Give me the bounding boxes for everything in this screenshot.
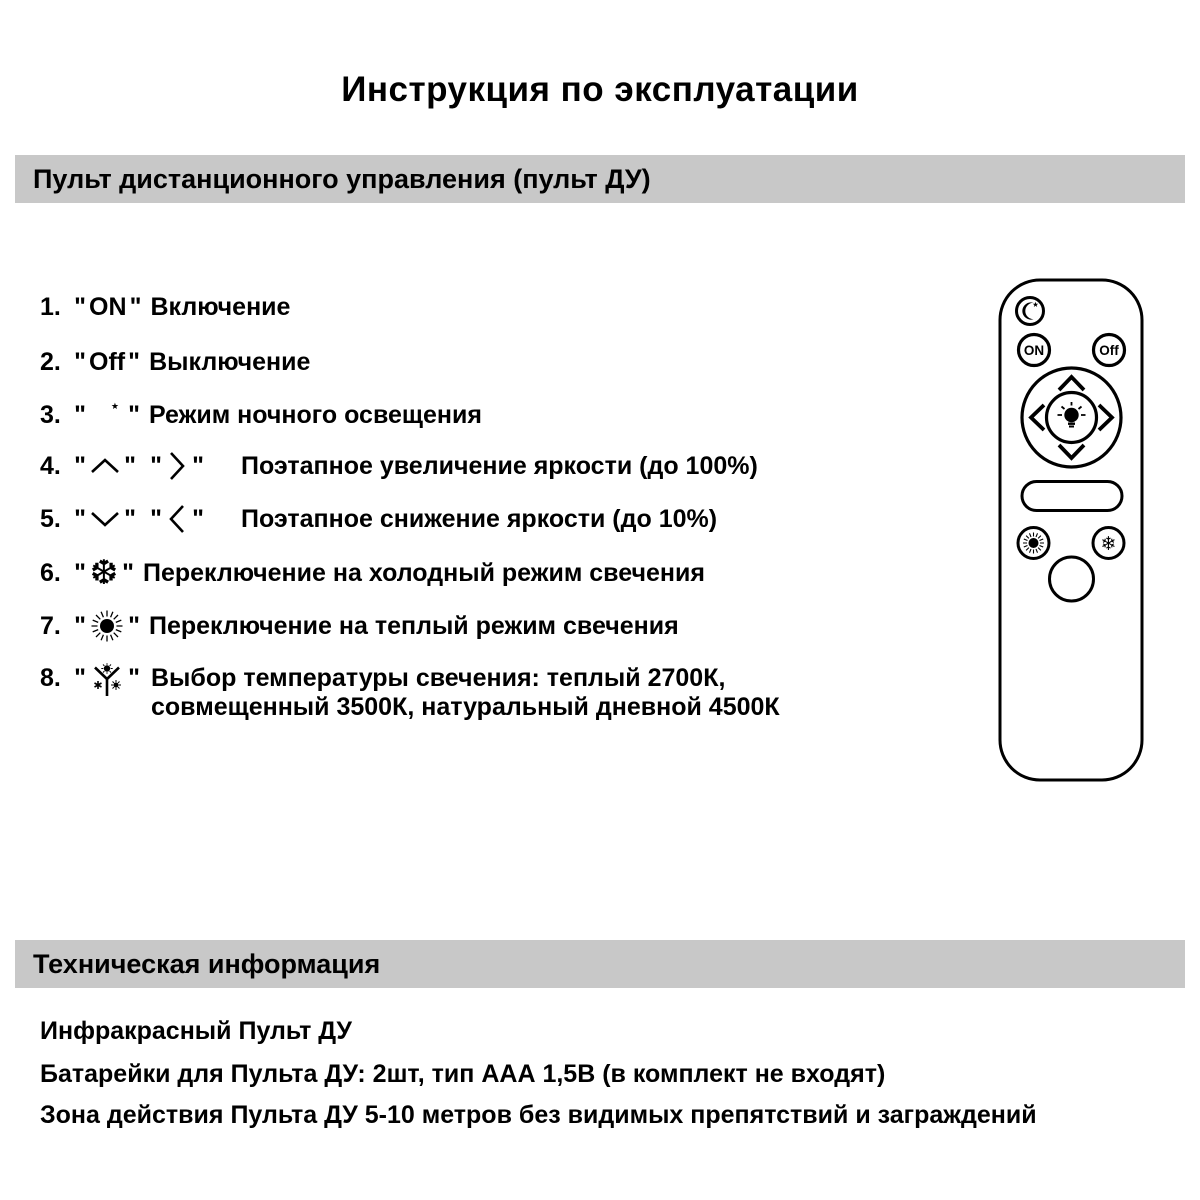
item-number: 5. bbox=[40, 504, 61, 533]
list-item-temperature-select bbox=[40, 657, 780, 722]
quote-mark: " bbox=[129, 292, 142, 321]
item-number: 7. bbox=[40, 611, 61, 640]
quote-mark: " bbox=[74, 558, 86, 587]
item-number: 8. bbox=[40, 664, 61, 692]
item-text: Поэтапное снижение яркости (до 10%) bbox=[241, 504, 718, 533]
quote-mark: " bbox=[74, 400, 86, 429]
off-button-label: Off bbox=[89, 347, 126, 376]
snowflake-icon: ❄ bbox=[1100, 533, 1117, 555]
night-mode-button bbox=[1017, 298, 1044, 325]
list-item-night-mode bbox=[40, 393, 482, 437]
pill-button bbox=[1022, 482, 1122, 511]
list-item-on bbox=[40, 285, 290, 329]
chevron-down-icon bbox=[89, 510, 121, 528]
item-number: 6. bbox=[40, 558, 61, 587]
snowflake-icon: ❆ bbox=[89, 553, 119, 593]
tech-info-line: Инфракрасный Пульт ДУ bbox=[40, 1017, 352, 1045]
quote-mark: " bbox=[74, 664, 86, 692]
tech-info-line: Зона действия Пульта ДУ 5-10 метров без видимых препятствий и заграждений bbox=[40, 1101, 1037, 1129]
quote-mark: " bbox=[192, 451, 204, 480]
quote-mark: " bbox=[150, 451, 162, 480]
section-header-remote: Пульт дистанционного управления (пульт ДУ) bbox=[15, 155, 1185, 203]
quote-mark: " bbox=[124, 451, 136, 480]
off-button bbox=[1094, 335, 1125, 366]
quote-mark: " bbox=[128, 611, 140, 640]
quote-mark: " bbox=[122, 558, 134, 587]
list-item-brightness-up bbox=[40, 444, 758, 488]
sun-icon bbox=[87, 606, 127, 646]
quote-mark: " bbox=[74, 347, 86, 376]
list-item-off bbox=[40, 340, 310, 384]
cold-mode-button bbox=[1093, 528, 1124, 559]
item-number: 2. bbox=[40, 347, 61, 376]
quote-mark: " bbox=[128, 347, 141, 376]
item-number: 3. bbox=[40, 400, 61, 429]
page-title: Инструкция по эксплуатации bbox=[341, 70, 859, 109]
item-text: Поэтапное увеличение яркости (до 100%) bbox=[241, 451, 758, 480]
quote-mark: " bbox=[150, 504, 162, 533]
quote-mark: " bbox=[128, 400, 140, 429]
quote-mark: " bbox=[74, 611, 86, 640]
moon-star-icon bbox=[90, 398, 124, 432]
on-button-label: ON bbox=[1023, 343, 1045, 358]
on-button bbox=[1019, 335, 1050, 366]
remote-control-illustration bbox=[990, 270, 1155, 790]
list-item-brightness-down bbox=[40, 497, 717, 541]
item-text-line2: совмещенный 3500К, натуральный дневной 4500К bbox=[151, 693, 780, 721]
item-number: 1. bbox=[40, 292, 61, 321]
off-button-label: Off bbox=[1099, 343, 1119, 358]
quote-mark: " bbox=[74, 504, 86, 533]
sun-icon bbox=[1029, 538, 1039, 548]
list-item-warm-mode bbox=[40, 604, 679, 648]
quote-mark: " bbox=[192, 504, 204, 533]
quote-mark: " bbox=[128, 664, 140, 692]
chevron-up-icon bbox=[89, 457, 121, 475]
quote-mark: " bbox=[74, 292, 86, 321]
item-text: Режим ночного освещения bbox=[149, 400, 482, 429]
list-item-cold-mode bbox=[40, 551, 705, 595]
item-text bbox=[151, 657, 780, 722]
item-text: Переключение на холодный режим свечения bbox=[143, 558, 705, 587]
on-button-label: ON bbox=[89, 292, 127, 321]
item-text: Выключение bbox=[149, 347, 311, 376]
warm-mode-button bbox=[1018, 528, 1049, 559]
temperature-select-icon bbox=[90, 662, 124, 698]
tech-info-line: Батарейки для Пульта ДУ: 2шт, тип ААА 1,5В (в комплект не входят) bbox=[40, 1060, 886, 1088]
round-button bbox=[1050, 557, 1094, 601]
item-number: 4. bbox=[40, 451, 61, 480]
item-text-line1: Выбор температуры свечения: теплый 2700К, bbox=[151, 664, 726, 692]
chevron-left-icon bbox=[167, 503, 187, 535]
chevron-right-icon bbox=[167, 450, 187, 482]
item-text: Переключение на теплый режим свечения bbox=[149, 611, 679, 640]
quote-mark: " bbox=[124, 504, 136, 533]
dpad-control bbox=[1022, 368, 1121, 467]
item-text: Включение bbox=[150, 292, 291, 321]
section-header-tech: Техническая информация bbox=[15, 940, 1185, 988]
quote-mark: " bbox=[74, 451, 86, 480]
